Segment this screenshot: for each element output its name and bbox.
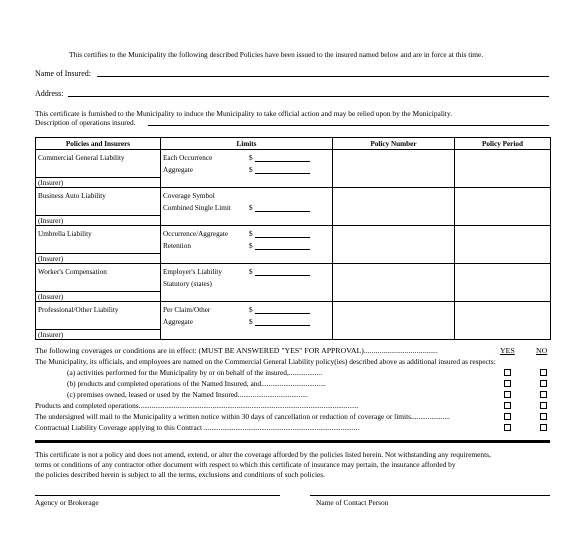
table-row [36, 302, 551, 340]
limit-label: Occurrence/Aggregate [163, 230, 229, 238]
limit-label: Combined Single Limit [163, 204, 231, 212]
policy-name: Professional/Other Liability [38, 306, 119, 314]
no-checkbox[interactable] [540, 380, 547, 387]
description-of-operations-field[interactable] [148, 125, 549, 126]
policy-cell [36, 188, 161, 226]
agency-label: Agency or Brokerage [35, 498, 99, 507]
insurer-label: (Insurer) [38, 217, 64, 225]
policy-cell [36, 226, 161, 264]
table-header-row [36, 138, 551, 150]
purpose-text: This certificate is furnished to the Municipality to induce the Municipality to take official action and may be relied upon by the Municipality. [35, 109, 453, 118]
table-row [36, 188, 551, 226]
policy-name: Umbrella Liability [38, 230, 92, 238]
policy-cell [36, 150, 161, 188]
limits-cell [161, 226, 333, 264]
yes-checkbox[interactable] [504, 402, 511, 409]
limit-label: Coverage Symbol [163, 192, 215, 200]
policy-cell [36, 264, 161, 302]
no-checkbox[interactable] [540, 402, 547, 409]
header-limits: Limits [161, 138, 333, 150]
insurer-label: (Insurer) [38, 331, 64, 339]
limit-amount-field[interactable] [255, 211, 310, 212]
yes-column-label: YES [500, 346, 515, 355]
coverage-item-a: (a) activities performed for the Municipality by or on behalf of the insured,.................. [67, 368, 323, 377]
section-divider [35, 440, 550, 443]
policy-period-cell[interactable] [455, 264, 551, 302]
dollar-sign: $ [249, 242, 253, 250]
products-completed-operations-text: Products and completed operations....................................................................................................................... [35, 401, 359, 410]
insurer-label: (Insurer) [38, 179, 64, 187]
table-row [36, 226, 551, 264]
contact-person-label: Name of Contact Person [316, 498, 389, 507]
dollar-sign: $ [249, 268, 253, 276]
dollar-sign: $ [249, 230, 253, 238]
policy-number-cell[interactable] [333, 264, 455, 302]
address-label: Address: [35, 89, 64, 98]
limit-amount-field[interactable] [255, 161, 310, 162]
limit-amount-field[interactable] [255, 173, 310, 174]
name-of-insured-field[interactable] [97, 76, 549, 77]
policy-name: Worker's Compensation [38, 268, 107, 276]
yes-checkbox[interactable] [504, 424, 511, 431]
limits-cell [161, 264, 333, 302]
name-of-insured-label: Name of Insured: [35, 69, 91, 78]
yes-checkbox[interactable] [504, 380, 511, 387]
policy-number-cell[interactable] [333, 150, 455, 188]
dollar-sign: $ [249, 318, 253, 326]
policy-number-cell[interactable] [333, 188, 455, 226]
address-field[interactable] [68, 96, 549, 97]
contact-person-signature-field[interactable] [310, 495, 550, 496]
limit-label: Aggregate [163, 166, 193, 174]
limits-cell [161, 302, 333, 340]
insurer-label: (Insurer) [38, 293, 64, 301]
yes-checkbox[interactable] [504, 391, 511, 398]
policy-period-cell[interactable] [455, 302, 551, 340]
disclaimer-line-3: the policies described herein is subject to all the terms, exclusions and conditions of such policies. [35, 470, 326, 479]
policy-cell [36, 302, 161, 340]
limit-label: Aggregate [163, 318, 193, 326]
policy-number-cell[interactable] [333, 226, 455, 264]
limit-label: Retention [163, 242, 191, 250]
no-checkbox[interactable] [540, 391, 547, 398]
limits-cell [161, 150, 333, 188]
policies-table [35, 137, 551, 340]
limit-label: Each Occurrence [163, 154, 213, 162]
dollar-sign: $ [249, 306, 253, 314]
policy-period-cell[interactable] [455, 150, 551, 188]
limit-amount-field[interactable] [255, 249, 310, 250]
dollar-sign: $ [249, 154, 253, 162]
no-checkbox[interactable] [540, 369, 547, 376]
contractual-liability-text: Contractual Liability Coverage applying to this Contract .................................................................................... [35, 423, 360, 432]
coverage-item-b: (b) products and completed operations of the Named Insured, and................................... [67, 379, 326, 388]
disclaimer-line-2: terms or conditions of any contractor other document with respect to which this certificate of insurance may pertain, the insurance afforded by [35, 460, 456, 469]
limit-amount-field[interactable] [255, 313, 310, 314]
table-row [36, 150, 551, 188]
policy-period-cell[interactable] [455, 226, 551, 264]
limit-amount-field[interactable] [255, 237, 310, 238]
limit-amount-field[interactable] [255, 275, 310, 276]
cancellation-notice-text: The undersigned will mail to the Municipality a written notice within 30 days of cancellation or reduction of coverage or limits..................... [35, 412, 450, 421]
coverage-item-c: (c) premises owned, leased or used by the Named Insured...................................... [67, 390, 308, 399]
disclaimer-line-1: This certificate is not a policy and does not amend, extend, or alter the coverage afforded by the policies listed herein. Not withstanding any requirements, [35, 450, 491, 459]
coverage-heading: The following coverages or conditions are in effect: (MUST BE ANSWERED "YES" FOR APPROVAL)...................................... [35, 346, 438, 355]
limit-label: Employer's Liability [163, 268, 222, 276]
dollar-sign: $ [249, 166, 253, 174]
dollar-sign: $ [249, 204, 253, 212]
policy-number-cell[interactable] [333, 302, 455, 340]
header-policy-period: Policy Period [455, 138, 551, 150]
agency-signature-field[interactable] [35, 495, 280, 496]
no-column-label: NO [536, 346, 548, 355]
header-policies-and-insurers: Policies and Insurers [36, 138, 161, 150]
municipality-additional-insured-text: The Municipality, its officials, and employees are named on the Commercial General Liability policy(ies) described above as additional insured as respects: [35, 357, 496, 366]
header-policy-number: Policy Number [333, 138, 455, 150]
limit-label: Per Claim/Other [163, 306, 211, 314]
limits-cell [161, 188, 333, 226]
no-checkbox[interactable] [540, 413, 547, 420]
limit-label: Statutory (states) [163, 280, 212, 288]
yes-checkbox[interactable] [504, 369, 511, 376]
policy-period-cell[interactable] [455, 188, 551, 226]
description-of-operations-label: Description of operations insured. [35, 118, 136, 127]
no-checkbox[interactable] [540, 424, 547, 431]
insurer-label: (Insurer) [38, 255, 64, 263]
policy-name: Commercial General Liability [38, 154, 125, 162]
table-row [36, 264, 551, 302]
yes-checkbox[interactable] [504, 413, 511, 420]
policy-name: Business Auto Liability [38, 192, 106, 200]
limit-amount-field[interactable] [255, 325, 310, 326]
intro-text: This certifies to the Municipality the following described Policies have been issued to the insured named below and are in force at this time. [69, 50, 484, 59]
